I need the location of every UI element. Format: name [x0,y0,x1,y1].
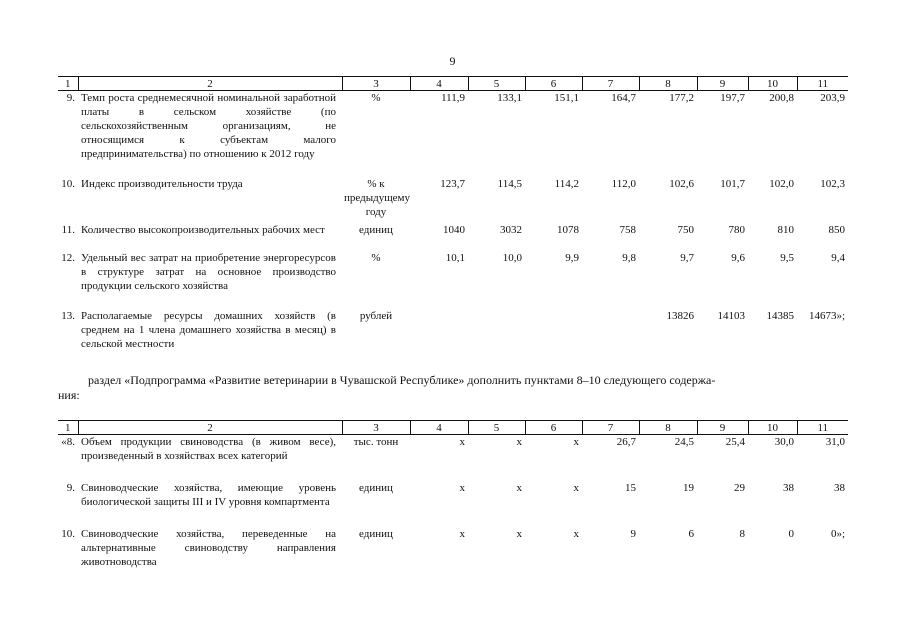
value-col-9: 25,4 [725,436,745,448]
value-col-8: 750 [677,223,694,236]
table-row [58,223,848,251]
value-col-4: х [459,527,465,540]
table-row [58,435,848,481]
value-col-8: 102,6 [669,177,694,190]
value-col-8: 19 [683,481,694,494]
value-col-4: 10,1 [445,251,465,264]
unit-of-measure: % к предыдущему году [344,177,411,218]
row-number: 9. [66,92,75,104]
value-col-9: 780 [728,223,745,236]
value-col-11: 0»; [830,527,845,540]
column-header-11: 11 [797,421,848,435]
indicator-name: Свиноводческие хозяйства, переведенные на альтернативные свиноводству направления животноводства [81,527,336,568]
value-col-6 [525,309,582,353]
value-col-5 [468,309,525,353]
value-col-8: 13826 [666,309,694,322]
value-col-11: 9,4 [831,251,845,264]
value-col-7: 26,7 [616,436,636,448]
column-header-6: 6 [525,421,582,435]
row-number: «8. [61,436,75,448]
table-row [58,481,848,527]
value-col-9: 8 [739,527,745,540]
value-col-7: 164,7 [611,92,636,104]
value-col-7: 9,8 [622,251,636,264]
indicator-name: Располагаемые ресурсы домашних хозяйств (в среднем на 1 члена домашнего хозяйства в месяц) в сельской местности [81,309,336,350]
column-header-2: 2 [78,77,342,91]
indicator-name: Свиноводческие хозяйства, имеющие уровень биологической защиты III и IV уровня компартмента [81,481,336,508]
value-col-7 [582,309,639,353]
indicators-table-1 [58,76,848,353]
unit-of-measure: единиц [359,223,393,236]
indicators-table-2 [58,420,848,571]
column-header-8: 8 [639,77,697,91]
column-header-5: 5 [468,421,525,435]
unit-of-measure: тыс. тонн [353,436,399,448]
value-col-9: 101,7 [720,177,745,190]
value-col-10: 38 [783,481,794,494]
row-number: 10. [61,177,75,190]
row-number: 12. [61,251,75,264]
table-header-row [58,421,848,435]
value-col-9: 197,7 [720,92,745,104]
column-header-9: 9 [697,421,748,435]
value-col-10: 102,0 [769,177,794,190]
unit-of-measure: единиц [359,527,393,540]
value-col-9: 9,6 [731,251,745,264]
column-header-8: 8 [639,421,697,435]
column-header-10: 10 [748,77,797,91]
value-col-5: 3032 [500,223,522,236]
value-col-6: х [573,527,579,540]
value-col-6: 151,1 [554,92,579,104]
value-col-10: 30,0 [774,436,794,448]
value-col-11: 203,9 [820,92,845,104]
value-col-5: х [516,481,522,494]
indicator-name: Удельный вес затрат на приобретение энергоресурсов в структуре затрат на основное производство продукции сельского хозяйства [81,251,336,292]
indicator-name: Объем продукции свиноводства (в живом весе), произведенный в хозяйствах всех категорий [81,436,336,462]
value-col-11: 14673»; [808,309,845,322]
indicator-name: Количество высокопроизводительных рабочих мест [81,223,325,236]
unit-of-measure: единиц [359,481,393,494]
value-col-5: 10,0 [502,251,522,264]
value-col-5: х [516,527,522,540]
value-col-7: 758 [619,223,636,236]
value-col-4 [410,309,468,353]
value-col-10: 200,8 [769,92,794,104]
value-col-7: 15 [625,481,636,494]
value-col-5: 133,1 [497,92,522,104]
column-header-1: 1 [58,421,78,435]
row-number: 11. [61,223,75,236]
value-col-6: 114,2 [554,177,579,190]
row-number: 13. [61,309,75,322]
value-col-10: 14385 [766,309,794,322]
value-col-10: 810 [777,223,794,236]
value-col-9: 14103 [717,309,745,322]
row-number: 9. [66,481,75,494]
value-col-4: х [459,436,465,448]
row-number: 10. [61,527,75,540]
value-col-10: 0 [788,527,794,540]
column-header-9: 9 [697,77,748,91]
value-col-9: 29 [734,481,745,494]
value-col-4: 123,7 [440,177,465,190]
column-header-3: 3 [342,77,410,91]
column-header-6: 6 [525,77,582,91]
column-header-4: 4 [410,421,468,435]
value-col-4: 111,9 [441,92,465,104]
value-col-6: 1078 [557,223,579,236]
table-row [58,527,848,571]
indicator-name: Темп роста среднемесячной номинальной заработной платы в сельском хозяйстве (по сельскохозяйственным организациям, не относящимся к субъектам малого предпринимательства) по отношению к 2012 году [81,92,336,160]
amendment-paragraph-continuation: ния: [58,388,80,402]
table-row [58,177,848,223]
value-col-11: 102,3 [820,177,845,190]
amendment-paragraph: раздел «Подпрограмма «Развитие ветеринарии в Чувашской Республике» дополнить пунктами 8–10 следующего содержа- [88,373,716,387]
column-header-1: 1 [58,77,78,91]
value-col-4: 1040 [443,223,465,236]
column-header-10: 10 [748,421,797,435]
column-header-11: 11 [797,77,848,91]
column-header-2: 2 [78,421,342,435]
value-col-11: 31,0 [825,436,845,448]
column-header-7: 7 [582,77,639,91]
column-header-4: 4 [410,77,468,91]
value-col-7: 9 [630,527,636,540]
unit-of-measure: % [371,92,381,104]
value-col-5: 114,5 [497,177,522,190]
table-row [58,91,848,177]
table-row [58,251,848,309]
value-col-11: 850 [828,223,845,236]
indicator-name: Индекс производительности труда [81,177,243,190]
value-col-8: 177,2 [669,92,694,104]
value-col-6: х [573,481,579,494]
value-col-4: х [459,481,465,494]
column-header-3: 3 [342,421,410,435]
value-col-5: х [516,436,522,448]
value-col-8: 6 [688,527,694,540]
page-number: 9 [449,54,456,68]
value-col-6: х [573,436,579,448]
table-row [58,309,848,353]
value-col-8: 24,5 [674,436,694,448]
value-col-6: 9,9 [565,251,579,264]
column-header-7: 7 [582,421,639,435]
value-col-8: 9,7 [680,251,694,264]
value-col-11: 38 [834,481,845,494]
value-col-10: 9,5 [780,251,794,264]
table-header-row [58,77,848,91]
value-col-7: 112,0 [611,177,636,190]
column-header-5: 5 [468,77,525,91]
unit-of-measure: % [371,251,381,264]
unit-of-measure: рублей [359,309,393,322]
